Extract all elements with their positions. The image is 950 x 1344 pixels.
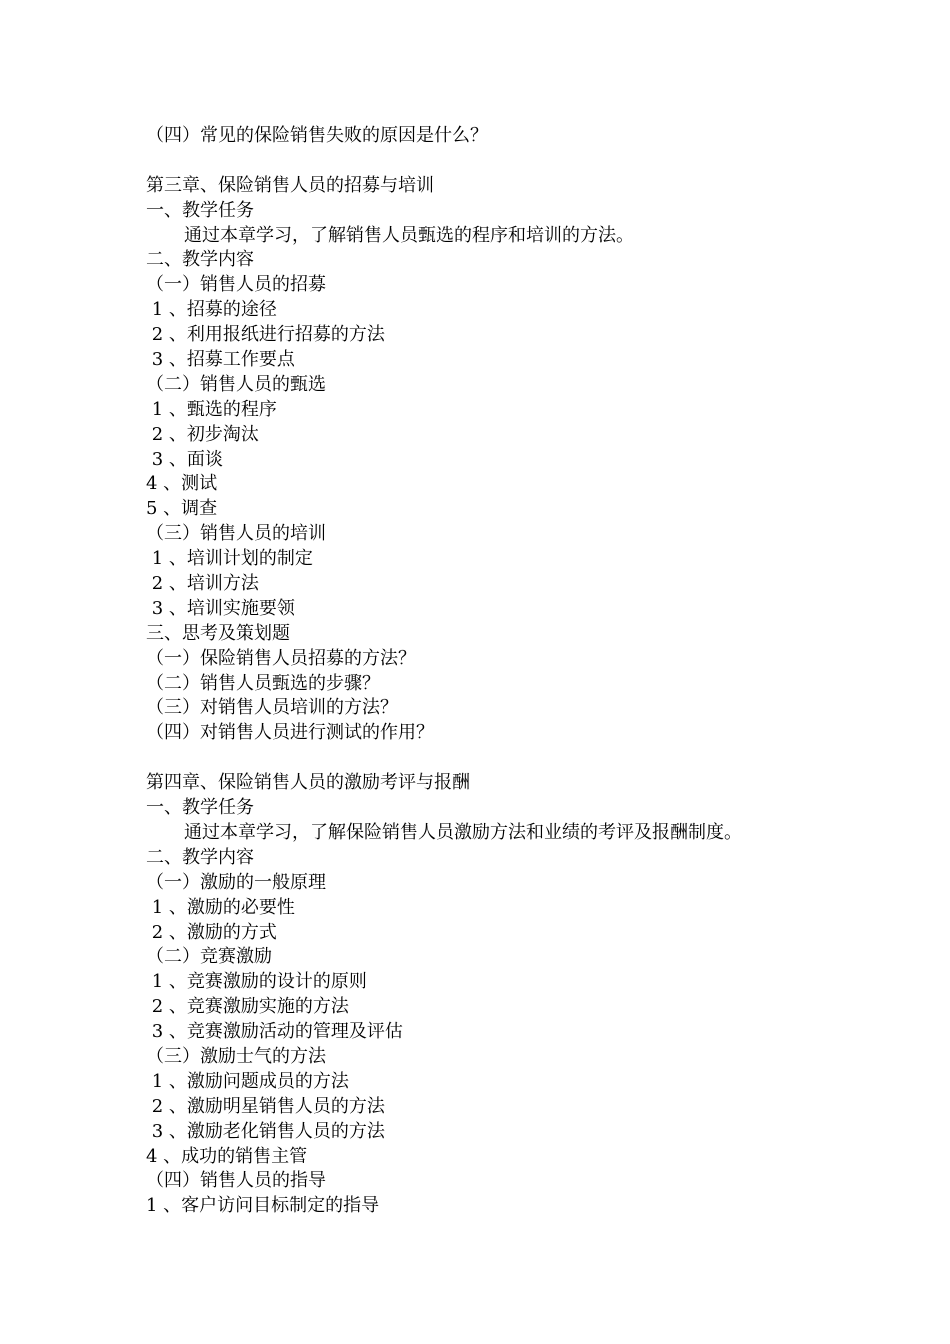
outline-item: 3 、招募工作要点 <box>146 349 295 371</box>
chapter4-title: 第四章、保险销售人员的激励考评与报酬 <box>146 772 470 794</box>
outline-item: 1 、激励的必要性 <box>146 896 295 918</box>
outline-item: （二）竞赛激励 <box>146 946 272 968</box>
outline-item: 1 、招募的途径 <box>146 299 277 321</box>
outline-item: 1 、甄选的程序 <box>146 398 277 420</box>
outline-item: 3 、竞赛激励活动的管理及评估 <box>146 1021 403 1043</box>
outline-item: 1 、培训计划的制定 <box>146 548 313 570</box>
previous-chapter-question: （四）常见的保险销售失败的原因是什么？ <box>146 125 488 146</box>
chapter4-task-heading: 一、教学任务 <box>146 797 254 819</box>
question-item: （二）销售人员甄选的步骤？ <box>146 672 380 694</box>
chapter3-title: 第三章、保险销售人员的招募与培训 <box>146 174 434 196</box>
outline-item: 4 、成功的销售主管 <box>146 1145 308 1167</box>
outline-item: 3 、激励老化销售人员的方法 <box>146 1120 385 1142</box>
outline-item: 2 、培训方法 <box>146 573 259 595</box>
outline-item: （四）销售人员的指导 <box>146 1170 326 1192</box>
outline-item: 5 、调查 <box>146 498 218 520</box>
blank-line <box>146 149 926 174</box>
chapter3-content-heading: 二、教学内容 <box>146 249 254 271</box>
outline-item: 1 、客户访问目标制定的指导 <box>146 1195 380 1217</box>
outline-item: 3 、面谈 <box>146 448 223 470</box>
outline-item: 3 、培训实施要领 <box>146 597 295 619</box>
chapter4-content-heading: 二、教学内容 <box>146 846 254 868</box>
chapter3-think-heading: 三、思考及策划题 <box>146 622 290 644</box>
outline-item: 1 、激励问题成员的方法 <box>146 1070 349 1092</box>
question-item: （一）保险销售人员招募的方法？ <box>146 647 416 669</box>
question-item: （四）对销售人员进行测试的作用？ <box>146 722 434 744</box>
outline-item: （三）激励士气的方法 <box>146 1045 326 1067</box>
question-item: （三）对销售人员培训的方法？ <box>146 697 398 719</box>
outline-item: 2 、竞赛激励实施的方法 <box>146 996 349 1018</box>
outline-item: （一）激励的一般原理 <box>146 871 326 893</box>
outline-item: 4 、测试 <box>146 473 218 495</box>
outline-item: （二）销售人员的甄选 <box>146 373 326 395</box>
outline-item: 2 、利用报纸进行招募的方法 <box>146 324 385 346</box>
chapter3-task-heading: 一、教学任务 <box>146 199 254 221</box>
blank-line <box>146 746 926 771</box>
outline-item: 2 、初步淘汰 <box>146 423 259 445</box>
document-body <box>146 124 926 1219</box>
chapter4-task-text: 通过本章学习，了解保险销售人员激励方法和业绩的考评及报酬制度。 <box>184 821 742 843</box>
outline-item: 2 、激励的方式 <box>146 921 277 943</box>
outline-item: （三）销售人员的培训 <box>146 523 326 545</box>
chapter3-task-text: 通过本章学习，了解销售人员甄选的程序和培训的方法。 <box>184 224 634 246</box>
outline-item: 2 、激励明星销售人员的方法 <box>146 1095 385 1117</box>
outline-item: （一）销售人员的招募 <box>146 274 326 296</box>
outline-item: 1 、竞赛激励的设计的原则 <box>146 971 367 993</box>
